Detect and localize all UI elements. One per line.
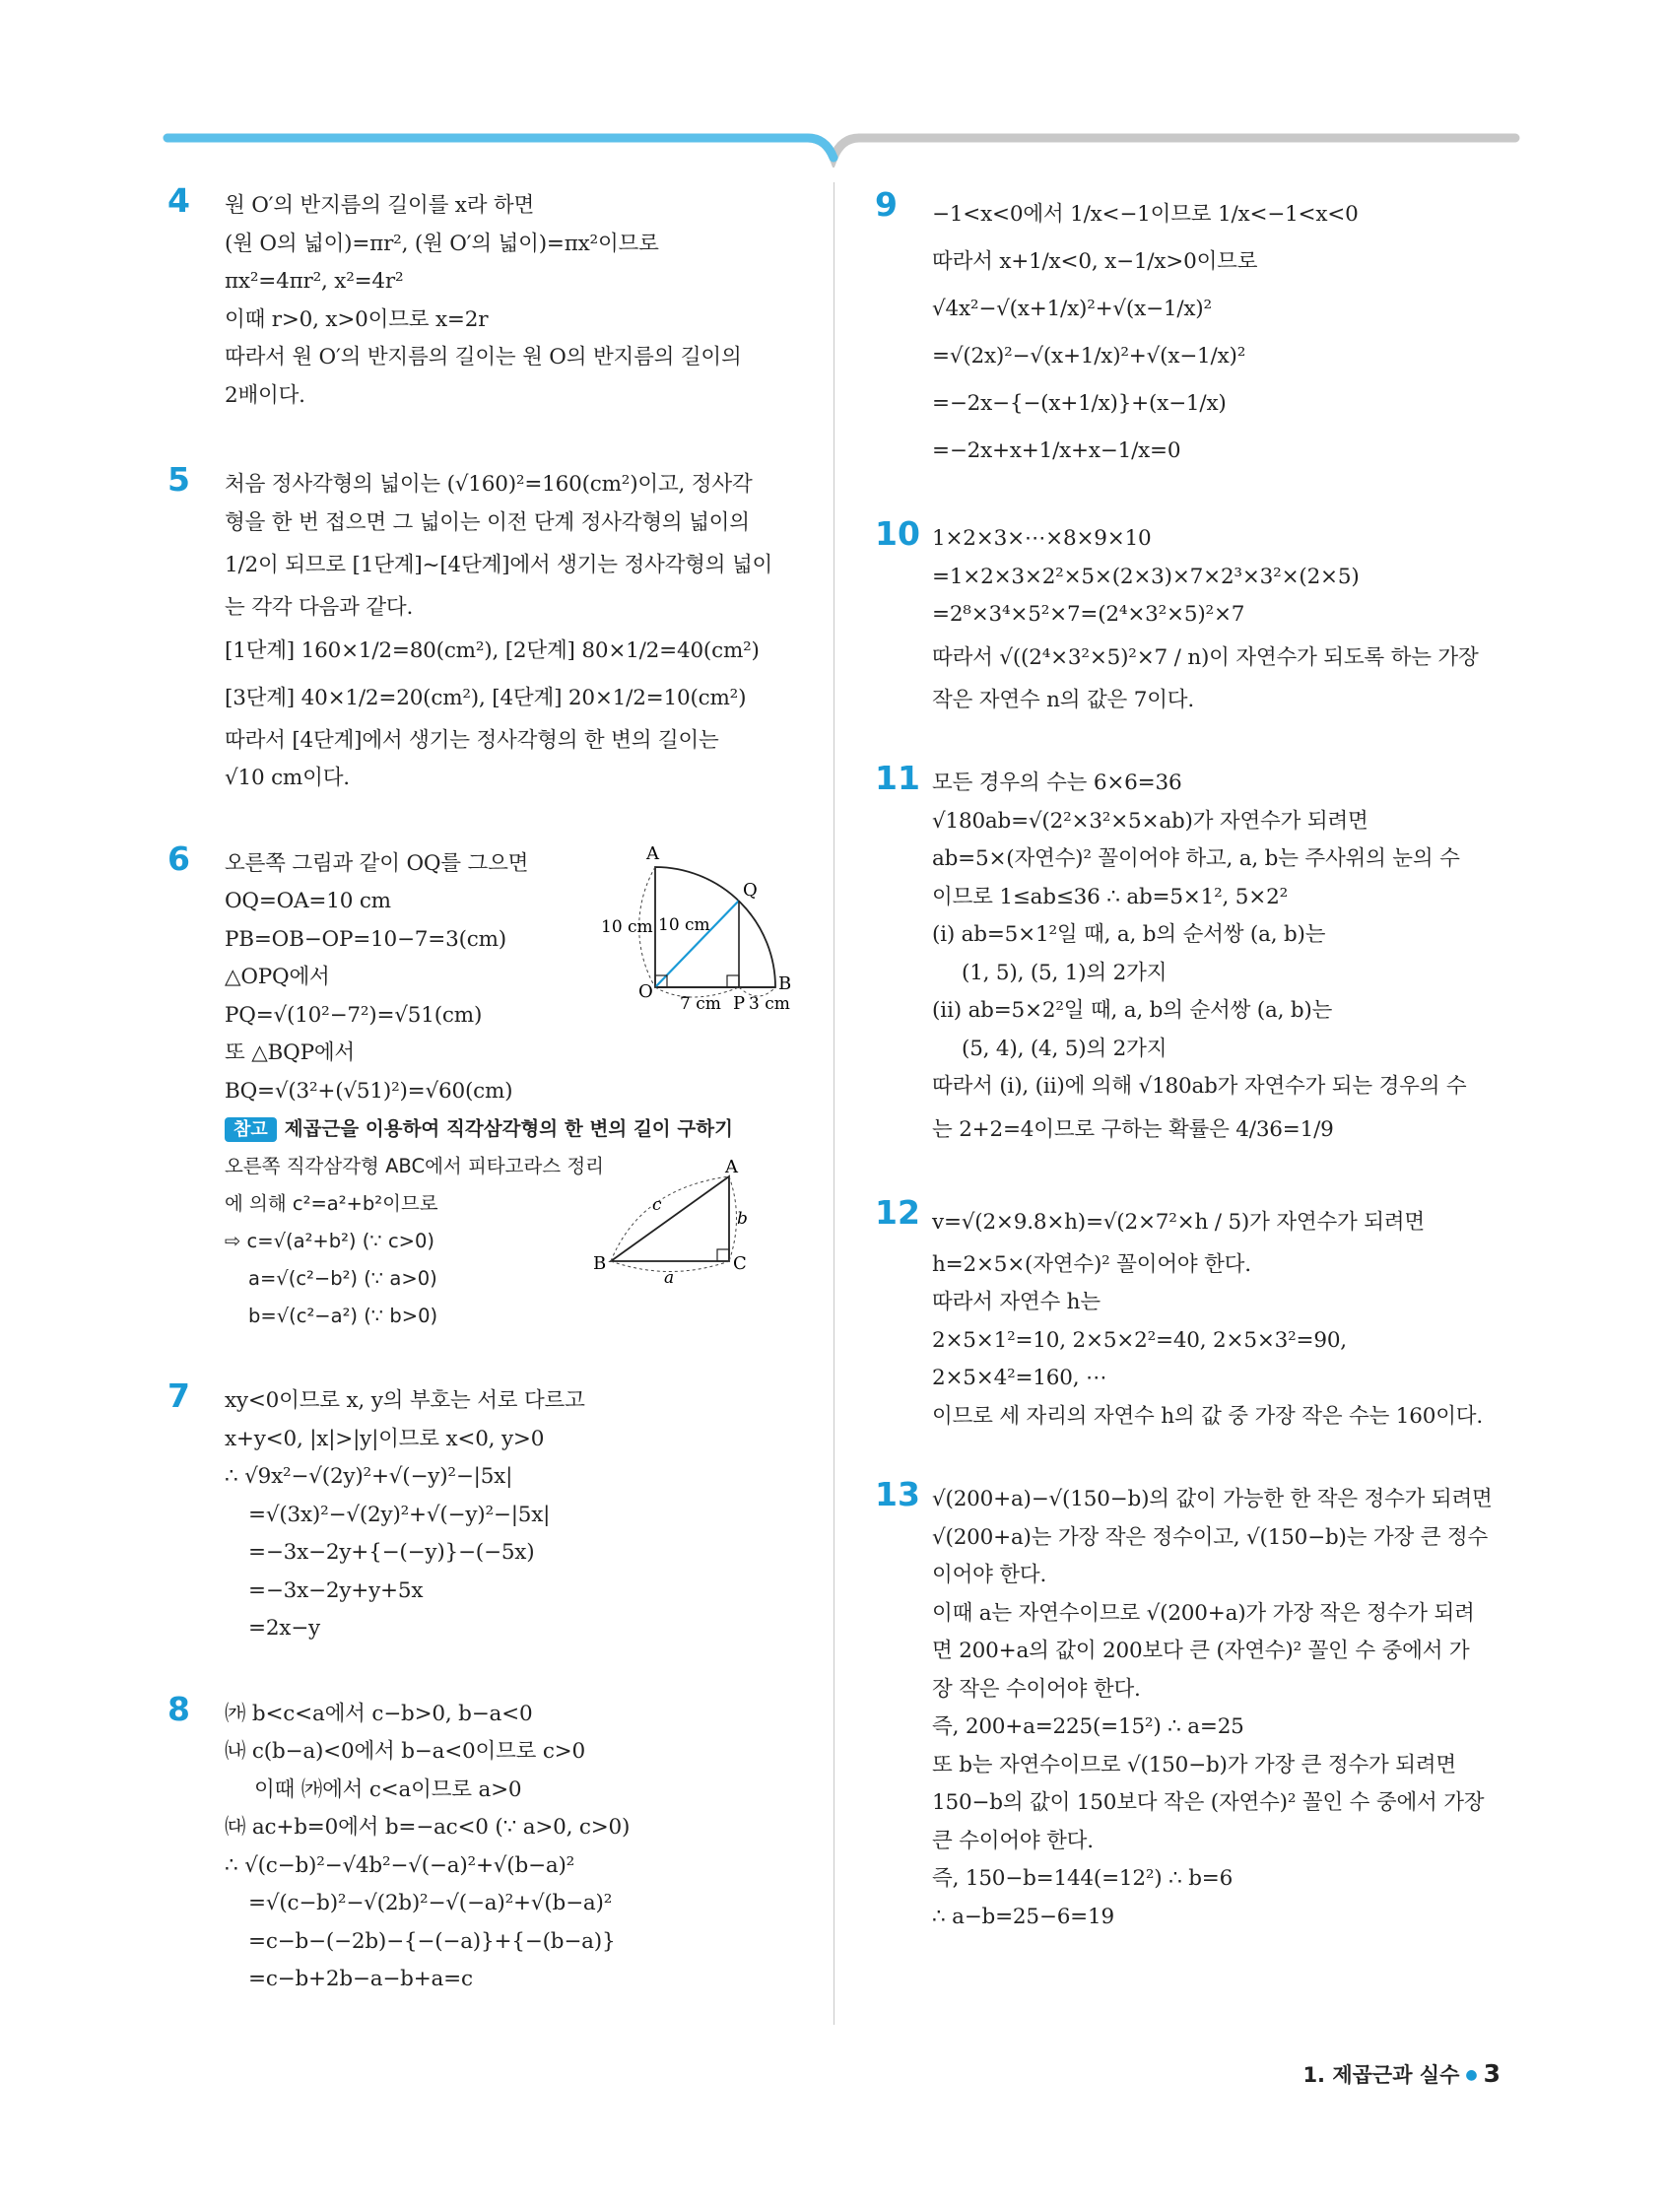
- solution-line: =√(c−b)²−√(2b)²−√(−a)²+√(b−a)²: [248, 1891, 613, 1915]
- label-B: B: [593, 1252, 607, 1274]
- solution-line: 따라서 √((2⁴×3²×5)²×7 / n)이 자연수가 되도록 하는 가장: [932, 644, 1479, 670]
- solution-line: √(200+a)−√(150−b)의 값이 가능한 한 작은 정수가 되려면: [932, 1487, 1493, 1511]
- solution-line: √4x²−√(x+1/x)²+√(x−1/x)²: [932, 297, 1212, 321]
- problem-7: [167, 1376, 803, 1648]
- problem-4: [167, 181, 803, 415]
- solution-line: 따라서 원 O′의 반지름의 길이는 원 O의 반지름의 길이의: [225, 345, 742, 369]
- solution-line: =2x−y: [248, 1616, 320, 1641]
- solution-line: =c−b−(−2b)−{−(−a)}+{−(b−a)}: [248, 1928, 616, 1954]
- label-a: a: [664, 1267, 675, 1287]
- problem-10: [875, 514, 1515, 719]
- solution-line: 이므로 1≤ab≤36 ∴ ab=5×1², 5×2²: [932, 884, 1288, 909]
- solution-line: h=2×5×(자연수)² 꼴이어야 한다.: [932, 1251, 1251, 1277]
- label-A: A: [725, 1158, 738, 1177]
- solution-line: 150−b의 값이 150보다 작은 (자연수)² 꼴인 수 중에서 가장: [932, 1790, 1485, 1815]
- problem-11: [875, 759, 1515, 1154]
- solution-line: 2×5×4²=160, ⋯: [932, 1366, 1107, 1390]
- label-B: B: [778, 972, 792, 994]
- solution-line: 는 2+2=4이므로 구하는 확률은 4/36=1/9: [932, 1116, 1334, 1142]
- solution-line: x+y<0, |x|>|y|이므로 x<0, y>0: [225, 1426, 545, 1451]
- problem-8: [167, 1689, 803, 1999]
- label-O: O: [638, 980, 653, 1002]
- solution-line: ㈎ b<c<a에서 c−b>0, b−a<0: [225, 1701, 533, 1726]
- problem-9: [875, 185, 1515, 475]
- problem-number: 13: [875, 1475, 920, 1513]
- solution-line: 따라서 (ⅰ), (ⅱ)에 의해 √180ab가 자연수가 되는 경우의 수: [932, 1074, 1467, 1099]
- right-column: [875, 183, 1515, 1936]
- solution-line: 형을 한 번 접으면 그 넓이는 이전 단계 정사각형의 넓이의: [225, 509, 750, 535]
- label-b: b: [737, 1208, 748, 1229]
- page-number: 3: [1483, 2059, 1501, 2088]
- solution-line: 오른쪽 그림과 같이 OQ를 그으면: [225, 850, 529, 876]
- problem-13: [875, 1475, 1515, 1936]
- solution-line: 모든 경우의 수는 6×6=36: [932, 771, 1182, 795]
- solution-line: =√(2x)²−√(x+1/x)²+√(x−1/x)²: [932, 344, 1246, 369]
- problem-number: 8: [167, 1689, 190, 1728]
- note-title-text: 제곱근을 이용하여 직각삼각형의 한 변의 길이 구하기: [284, 1117, 733, 1140]
- note-line: 에 의해 c²=a²+b²이므로: [225, 1192, 438, 1215]
- problem-number: 7: [167, 1376, 190, 1415]
- solution-line: 이때 r>0, x>0이므로 x=2r: [225, 306, 489, 332]
- solution-line: 1/2이 되므로 [1단계]~[4단계]에서 생기는 정사각형의 넓이: [225, 553, 773, 577]
- chapter-title: 1. 제곱근과 실수: [1302, 2063, 1460, 2087]
- solution-line: 2배이다.: [225, 382, 305, 408]
- solution-line: 작은 자연수 n의 값은 7이다.: [932, 687, 1194, 712]
- solution-line: =c−b+2b−a−b+a=c: [248, 1967, 473, 1991]
- solution-line: (원 O의 넓이)=πr², (원 O′의 넓이)=πx²이므로: [225, 231, 659, 256]
- solution-line: PQ=√(10²−7²)=√51(cm): [225, 1002, 483, 1028]
- solution-line: 1×2×3×⋯×8×9×10: [932, 526, 1152, 551]
- solution-line: (ⅱ) ab=5×2²일 때, a, b의 순서쌍 (a, b)는: [932, 998, 1333, 1023]
- note-line: a=√(c²−b²) (∵ a>0): [248, 1267, 437, 1290]
- solution-line: 원 O′의 반지름의 길이를 x라 하면: [225, 193, 535, 218]
- solution-line: 따라서 x+1/x<0, x−1/x>0이므로: [932, 249, 1258, 274]
- note-title: [225, 1110, 803, 1148]
- solution-line: (ⅰ) ab=5×1²일 때, a, b의 순서쌍 (a, b)는: [932, 922, 1326, 947]
- label-10cm-inner: 10 cm: [658, 914, 710, 935]
- right-triangle-figure: [581, 1159, 759, 1291]
- solution-line: [1단계] 160×1/2=80(cm²), [2단계] 80×1/2=40(cm²): [225, 637, 760, 663]
- label-Q: Q: [743, 879, 758, 901]
- solution-line: (5, 4), (4, 5)의 2가지: [962, 1036, 1168, 1061]
- problem-6: [167, 838, 803, 1336]
- solution-line: 처음 정사각형의 넓이는 (√160)²=160(cm²)이고, 정사각: [225, 472, 753, 497]
- solution-line: xy<0이므로 x, y의 부호는 서로 다르고: [225, 1388, 585, 1413]
- solution-line: 또 △BQP에서: [225, 1040, 355, 1065]
- problem-number: 10: [875, 514, 920, 553]
- solution-line: ㈏ c(b−a)<0에서 b−a<0이므로 c>0: [225, 1739, 585, 1764]
- bullet-icon: ●: [1465, 2067, 1478, 2083]
- quarter-circle-figure: [601, 841, 798, 1018]
- solution-line: √180ab=√(2²×3²×5×ab)가 자연수가 되려면: [932, 808, 1368, 834]
- note-line: b=√(c²−a²) (∵ b>0): [248, 1305, 438, 1327]
- solution-line: =1×2×3×2²×5×(2×3)×7×2³×3²×(2×5): [932, 564, 1360, 589]
- note-line: 오른쪽 직각삼각형 ABC에서 피타고라스 정리: [225, 1155, 605, 1177]
- header-decor-bar: [0, 0, 1668, 168]
- solution-line: πx²=4πr², x²=4r²: [225, 269, 404, 294]
- solution-line: 는 각각 다음과 같다.: [225, 595, 414, 620]
- problem-number: 12: [875, 1192, 920, 1232]
- solution-line: 즉, 150−b=144(=12²) ∴ b=6: [932, 1866, 1234, 1891]
- solution-line: ∴ √9x²−√(2y)²+√(−y)²−|5x|: [225, 1464, 513, 1489]
- label-c: c: [652, 1194, 662, 1215]
- solution-line: −1<x<0에서 1/x<−1이므로 1/x<−1<x<0: [932, 202, 1359, 227]
- solution-line: ab=5×(자연수)² 꼴이어야 하고, a, b는 주사위의 눈의 수: [932, 846, 1460, 871]
- problem-number: 9: [875, 185, 898, 224]
- solution-line: 이어야 한다.: [932, 1563, 1047, 1587]
- solution-line: =√(3x)²−√(2y)²+√(−y)²−|5x|: [248, 1502, 551, 1527]
- solution-line: (1, 5), (5, 1)의 2가지: [962, 960, 1168, 985]
- solution-line: 이때 a는 자연수이므로 √(200+a)가 가장 작은 정수가 되려: [932, 1600, 1475, 1626]
- solution-line: ㈐ ac+b=0에서 b=−ac<0 (∵ a>0, c>0): [225, 1815, 631, 1840]
- page-footer: [1302, 2059, 1501, 2089]
- solution-line: 면 200+a의 값이 200보다 큰 (자연수)² 꼴인 수 중에서 가: [932, 1639, 1470, 1663]
- solution-line: 이때 ㈎에서 c<a이므로 a>0: [254, 1776, 522, 1802]
- solution-line: △OPQ에서: [225, 965, 330, 989]
- solution-line: 장 작은 수이어야 한다.: [932, 1676, 1141, 1702]
- left-column: [167, 183, 803, 1999]
- solution-line: 이므로 세 자리의 자연수 h의 값 중 가장 작은 수는 160이다.: [932, 1403, 1484, 1429]
- solution-line: 2×5×1²=10, 2×5×2²=40, 2×5×3²=90,: [932, 1327, 1347, 1353]
- note-line: ⇨ c=√(a²+b²) (∵ c>0): [225, 1230, 435, 1252]
- solution-line: =−2x+x+1/x+x−1/x=0: [932, 438, 1181, 463]
- solution-line: 큰 수이어야 한다.: [932, 1828, 1094, 1853]
- label-A: A: [646, 842, 659, 864]
- problem-12: [875, 1192, 1515, 1437]
- solution-line: =2⁸×3⁴×5²×7=(2⁴×3²×5)²×7: [932, 602, 1245, 627]
- solution-line: =−3x−2y+{−(−y)}−(−5x): [248, 1540, 535, 1565]
- problem-number: 11: [875, 759, 920, 797]
- solution-line: ∴ √(c−b)²−√4b²−√(−a)²+√(b−a)²: [225, 1852, 575, 1878]
- problem-5: [167, 460, 803, 798]
- solution-line: 또 b는 자연수이므로 √(150−b)가 가장 큰 정수가 되려면: [932, 1752, 1456, 1777]
- solution-line: v=√(2×9.8×h)=√(2×7²×h / 5)가 자연수가 되려면: [932, 1209, 1425, 1235]
- solution-line: PB=OB−OP=10−7=3(cm): [225, 926, 506, 952]
- solution-line: 따라서 자연수 h는: [932, 1290, 1101, 1314]
- solution-line: ∴ a−b=25−6=19: [932, 1904, 1114, 1929]
- label-10cm-left: 10 cm: [601, 916, 653, 937]
- solution-line: 따라서 [4단계]에서 생기는 정사각형의 한 변의 길이는: [225, 727, 719, 753]
- solution-line: √(200+a)는 가장 작은 정수이고, √(150−b)는 가장 큰 정수: [932, 1524, 1489, 1550]
- solution-line: √10 cm이다.: [225, 766, 350, 790]
- problem-number: 5: [167, 460, 190, 499]
- solution-line: [3단계] 40×1/2=20(cm²), [4단계] 20×1/2=10(cm²): [225, 685, 747, 710]
- solution-line: BQ=√(3²+(√51)²)=√60(cm): [225, 1078, 513, 1104]
- label-7cm: 7 cm: [680, 993, 721, 1014]
- solution-line: =−2x−{−(x+1/x)}+(x−1/x): [932, 391, 1227, 416]
- solution-line: =−3x−2y+y+5x: [248, 1577, 424, 1603]
- solution-line: OQ=OA=10 cm: [225, 889, 391, 913]
- solution-line: 즉, 200+a=225(=15²) ∴ a=25: [932, 1714, 1244, 1739]
- label-P: P: [733, 992, 746, 1014]
- problem-number: 4: [167, 181, 190, 220]
- note-tag: 참고: [225, 1117, 277, 1142]
- problem-number: 6: [167, 838, 190, 878]
- label-3cm: 3 cm: [749, 993, 790, 1014]
- label-C: C: [733, 1252, 747, 1274]
